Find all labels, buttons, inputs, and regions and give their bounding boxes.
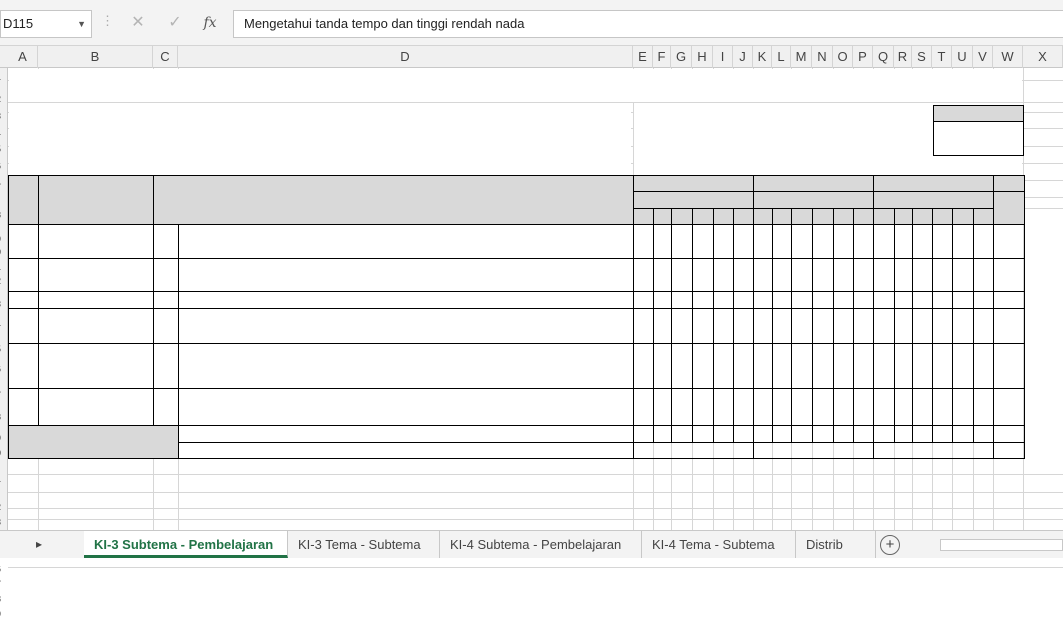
- column-header-o[interactable]: O: [833, 46, 853, 68]
- row-header[interactable]: [0, 433, 1, 443]
- row-header[interactable]: [0, 247, 1, 257]
- border-h: [633, 208, 994, 209]
- chevron-down-icon[interactable]: ▼: [77, 19, 86, 29]
- row-header[interactable]: [0, 579, 1, 589]
- row-header[interactable]: [0, 210, 1, 220]
- pembelajaran-label-box: [933, 105, 1024, 122]
- row-header[interactable]: [0, 594, 1, 604]
- border-v: [912, 208, 913, 443]
- row-header[interactable]: [0, 448, 1, 458]
- sheet-tab-4[interactable]: KI-4 Tema - Subtema: [642, 531, 796, 558]
- row-header[interactable]: [0, 234, 1, 244]
- formula-input[interactable]: Mengetahui tanda tempo dan tinggi rendah nada: [233, 10, 1063, 38]
- row-header[interactable]: [0, 128, 1, 138]
- gridline-h: [8, 508, 1063, 509]
- border-v: [952, 208, 953, 443]
- border-v: [633, 175, 634, 459]
- column-header-m[interactable]: M: [791, 46, 812, 68]
- row-header[interactable]: [0, 564, 1, 574]
- table-header-bg: [8, 175, 1024, 224]
- row-header[interactable]: [0, 344, 1, 354]
- column-header-s[interactable]: S: [912, 46, 932, 68]
- column-header-f[interactable]: F: [653, 46, 671, 68]
- sheet-tab-bar: [0, 530, 1063, 558]
- gridline-h: [8, 474, 1063, 475]
- border-v: [1024, 175, 1025, 459]
- column-header-k[interactable]: K: [753, 46, 772, 68]
- column-headers: [0, 46, 1063, 68]
- cancel-icon[interactable]: ✕: [131, 14, 145, 31]
- border-v: [692, 208, 693, 443]
- border-v: [853, 208, 854, 443]
- row-header[interactable]: [0, 517, 1, 527]
- column-header-a[interactable]: A: [8, 46, 38, 68]
- row-header[interactable]: [0, 182, 1, 192]
- sheet-tab-2[interactable]: KI-3 Tema - Subtema: [288, 531, 440, 558]
- row-header[interactable]: [0, 276, 1, 286]
- row-header[interactable]: [0, 144, 1, 154]
- row-header[interactable]: [0, 319, 1, 329]
- column-header-v[interactable]: V: [973, 46, 993, 68]
- border-v: [753, 175, 754, 459]
- column-header-b[interactable]: B: [38, 46, 153, 68]
- grip-icon[interactable]: ⋮: [101, 13, 113, 28]
- pembelajaran-value-box: [933, 121, 1024, 156]
- column-header-q[interactable]: Q: [873, 46, 894, 68]
- border-v: [153, 175, 154, 225]
- name-box-value: D115: [3, 16, 34, 31]
- row-header[interactable]: [0, 609, 1, 619]
- column-header-u[interactable]: U: [952, 46, 973, 68]
- border-v: [894, 208, 895, 443]
- row-header[interactable]: [0, 299, 1, 309]
- row-header[interactable]: [0, 412, 1, 422]
- border-v: [671, 208, 672, 443]
- column-header-l[interactable]: L: [772, 46, 791, 68]
- sheet-tab-3[interactable]: KI-4 Subtema - Pembelajaran: [440, 531, 642, 558]
- row-headers: [0, 68, 8, 538]
- column-header-i[interactable]: I: [713, 46, 733, 68]
- row-header[interactable]: [0, 111, 1, 121]
- column-header-c[interactable]: C: [153, 46, 178, 68]
- border-v: [178, 224, 179, 459]
- column-header-g[interactable]: G: [671, 46, 692, 68]
- border-v: [993, 175, 994, 459]
- border-v: [38, 175, 39, 426]
- row-header[interactable]: [0, 474, 1, 484]
- border-v: [733, 208, 734, 443]
- name-box[interactable]: [0, 10, 92, 38]
- row-header[interactable]: [0, 161, 1, 171]
- border-h: [178, 442, 1025, 443]
- border-v: [973, 208, 974, 443]
- add-sheet-icon[interactable]: +: [880, 535, 900, 555]
- column-header-h[interactable]: H: [692, 46, 713, 68]
- column-header-p[interactable]: P: [853, 46, 873, 68]
- border-v: [8, 175, 9, 459]
- gridline-h: [8, 519, 1063, 520]
- sheet-tab-5[interactable]: Distrib: [796, 531, 876, 558]
- column-header-e[interactable]: E: [633, 46, 653, 68]
- border-v: [812, 208, 813, 443]
- sheet-tab-1[interactable]: KI-3 Subtema - Pembelajaran: [84, 531, 288, 558]
- row-header[interactable]: [0, 502, 1, 512]
- row-header[interactable]: [0, 364, 1, 374]
- column-header-r[interactable]: R: [894, 46, 912, 68]
- border-v: [653, 208, 654, 443]
- border-v: [932, 208, 933, 443]
- column-header-n[interactable]: N: [812, 46, 833, 68]
- gridline-h: [8, 492, 1063, 493]
- horizontal-scrollbar[interactable]: [940, 539, 1063, 551]
- gridline-h: [8, 567, 1063, 568]
- enter-icon[interactable]: ✓: [168, 14, 182, 31]
- border-v: [713, 208, 714, 443]
- border-v: [772, 208, 773, 443]
- border-v: [873, 175, 874, 459]
- column-header-w[interactable]: W: [993, 46, 1023, 68]
- row-header[interactable]: [0, 262, 1, 272]
- function-icon[interactable]: fx: [203, 15, 217, 31]
- row-header[interactable]: [0, 72, 1, 82]
- worksheet-grid[interactable]: [0, 46, 1063, 530]
- column-header-t[interactable]: T: [932, 46, 952, 68]
- column-header-d[interactable]: D: [178, 46, 633, 68]
- row-header[interactable]: [0, 94, 1, 104]
- tab-scroll-right-icon[interactable]: ▸: [36, 537, 43, 551]
- border-h: [633, 191, 1025, 192]
- column-header-j[interactable]: J: [733, 46, 753, 68]
- title-cell: [9, 69, 1022, 102]
- formula-bar: [0, 0, 1063, 46]
- row-header[interactable]: [0, 390, 1, 400]
- column-header-x[interactable]: X: [1023, 46, 1063, 68]
- border-v: [791, 208, 792, 443]
- summary-label-bg: [9, 426, 178, 458]
- border-v: [833, 208, 834, 443]
